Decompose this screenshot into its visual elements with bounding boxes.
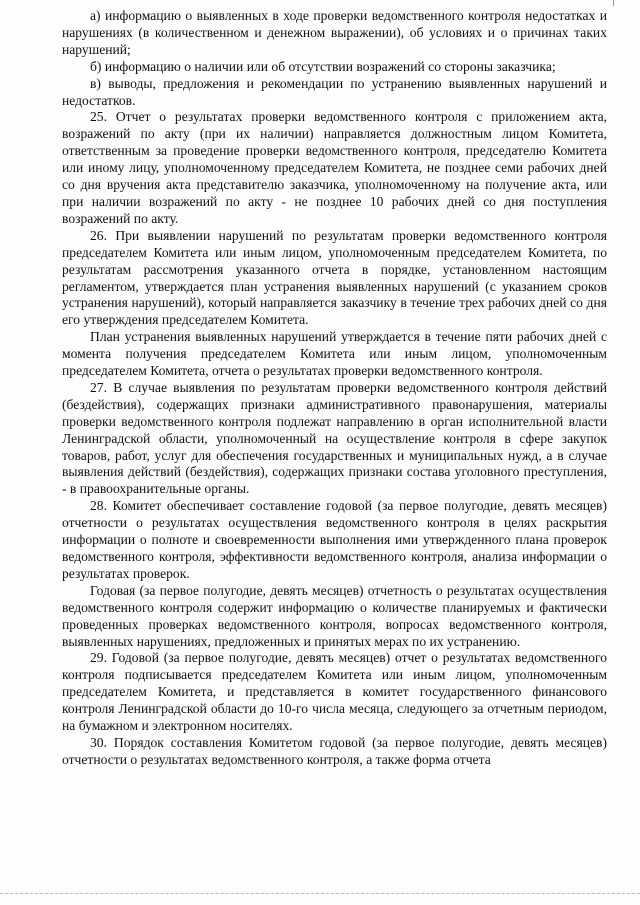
paragraph-25: 25. Отчет о результатах проверки ведомственного контроля с приложением акта, возражений по акту (при их наличии) направляется должностным лицом Комитета, ответственным за проведение проверки ведомственного контроля, председателю Комитета или иному лицу, уполномоченному председателем Комитета, не позднее семи рабочих дней со дня вручения акта представителю заказчика, уполномоченному на получение акта, или при наличии возражений по акту - не позднее 10 рабочих дней со дня поступления возражений по акту. (62, 109, 607, 226)
paragraph-26: 26. При выявлении нарушений по результатам проверки ведомственного контроля председателем Комитета или иным лицом, уполномоченным председателем Комитета, по результатам рассмотрения указанного отчета в порядке, установленном настоящим регламентом, утверждается план устранения выявленных нарушений (с указанием сроков устранения нарушений), который направляется заказчику в течение трех рабочих дней со дня его утверждения председателем Комитета. (62, 227, 607, 328)
paragraph-29: 29. Годовой (за первое полугодие, девять месяцев) отчет о результатах ведомственного контроля подписывается председателем Комитета или иным лицом, уполномоченным председателем Комитета, и представляется в комитет государственного финансового контроля Ленинградской области до 10-го числа месяца, следующего за отчетным периодом, на бумажном и электронном носителях. (62, 650, 607, 734)
paragraph-28: 28. Комитет обеспечивает составление годовой (за первое полугодие, девять месяцев) отчетности о результатах осуществления ведомственного контроля в целях раскрытия информации о полноте и своевременности выполнения ими утвержденного плана проверок ведомственного контроля, эффективности ведомственного контроля, анализа информации о результатах проверок. (62, 498, 607, 581)
paragraph-c: в) выводы, предложения и рекомендации по устранению выявленных нарушений и недостатков. (62, 75, 607, 108)
paragraph-b: б) информацию о наличии или об отсутствии возражений со стороны заказчика; (90, 58, 556, 74)
scan-bottom-edge (0, 893, 640, 894)
scan-corner-mark (613, 0, 614, 6)
document-body (62, 8, 607, 769)
paragraph-27: 27. В случае выявления по результатам проверки ведомственного контроля действий (бездействия), содержащих признаки административного правонарушения, материалы проверки ведомственного контроля подлежат направлению в орган исполнительной власти Ленинградской области, уполномоченный на осуществление контроля в сфере закупок товаров, работ, услуг для обеспечения государственных и муниципальных нужд, а в случае выявления действий (бездействия), содержащих признаки состава уголовного преступления, - в правоохранительные органы. (62, 379, 607, 497)
paragraph-a: а) информацию о выявленных в ходе проверки ведомственного контроля недостатках и нарушениях (в количественном и денежном выражении), об условиях и о причинах таких нарушений; (62, 8, 607, 57)
paragraph-28-annual: Годовая (за первое полугодие, девять месяцев) отчетность о результатах осуществления ведомственного контроля содержит информацию о количестве планируемых и фактически проведенных проверках ведомственного контроля, вопросах ведомственного контроля, выявленных нарушениях, предложенных и принятых мерах по их устранению. (62, 582, 607, 649)
paragraph-30: 30. Порядок составления Комитетом годовой (за первое полугодие, девять месяцев) отчетности о результатах ведомственного контроля, а также форма отчета (62, 734, 607, 767)
paragraph-26-plan: План устранения выявленных нарушений утверждается в течение пяти рабочих дней с момента получения председателем Комитета или иным лицом, уполномоченным председателем Комитета, отчета о результатах проверки ведомственного контроля. (62, 329, 607, 379)
